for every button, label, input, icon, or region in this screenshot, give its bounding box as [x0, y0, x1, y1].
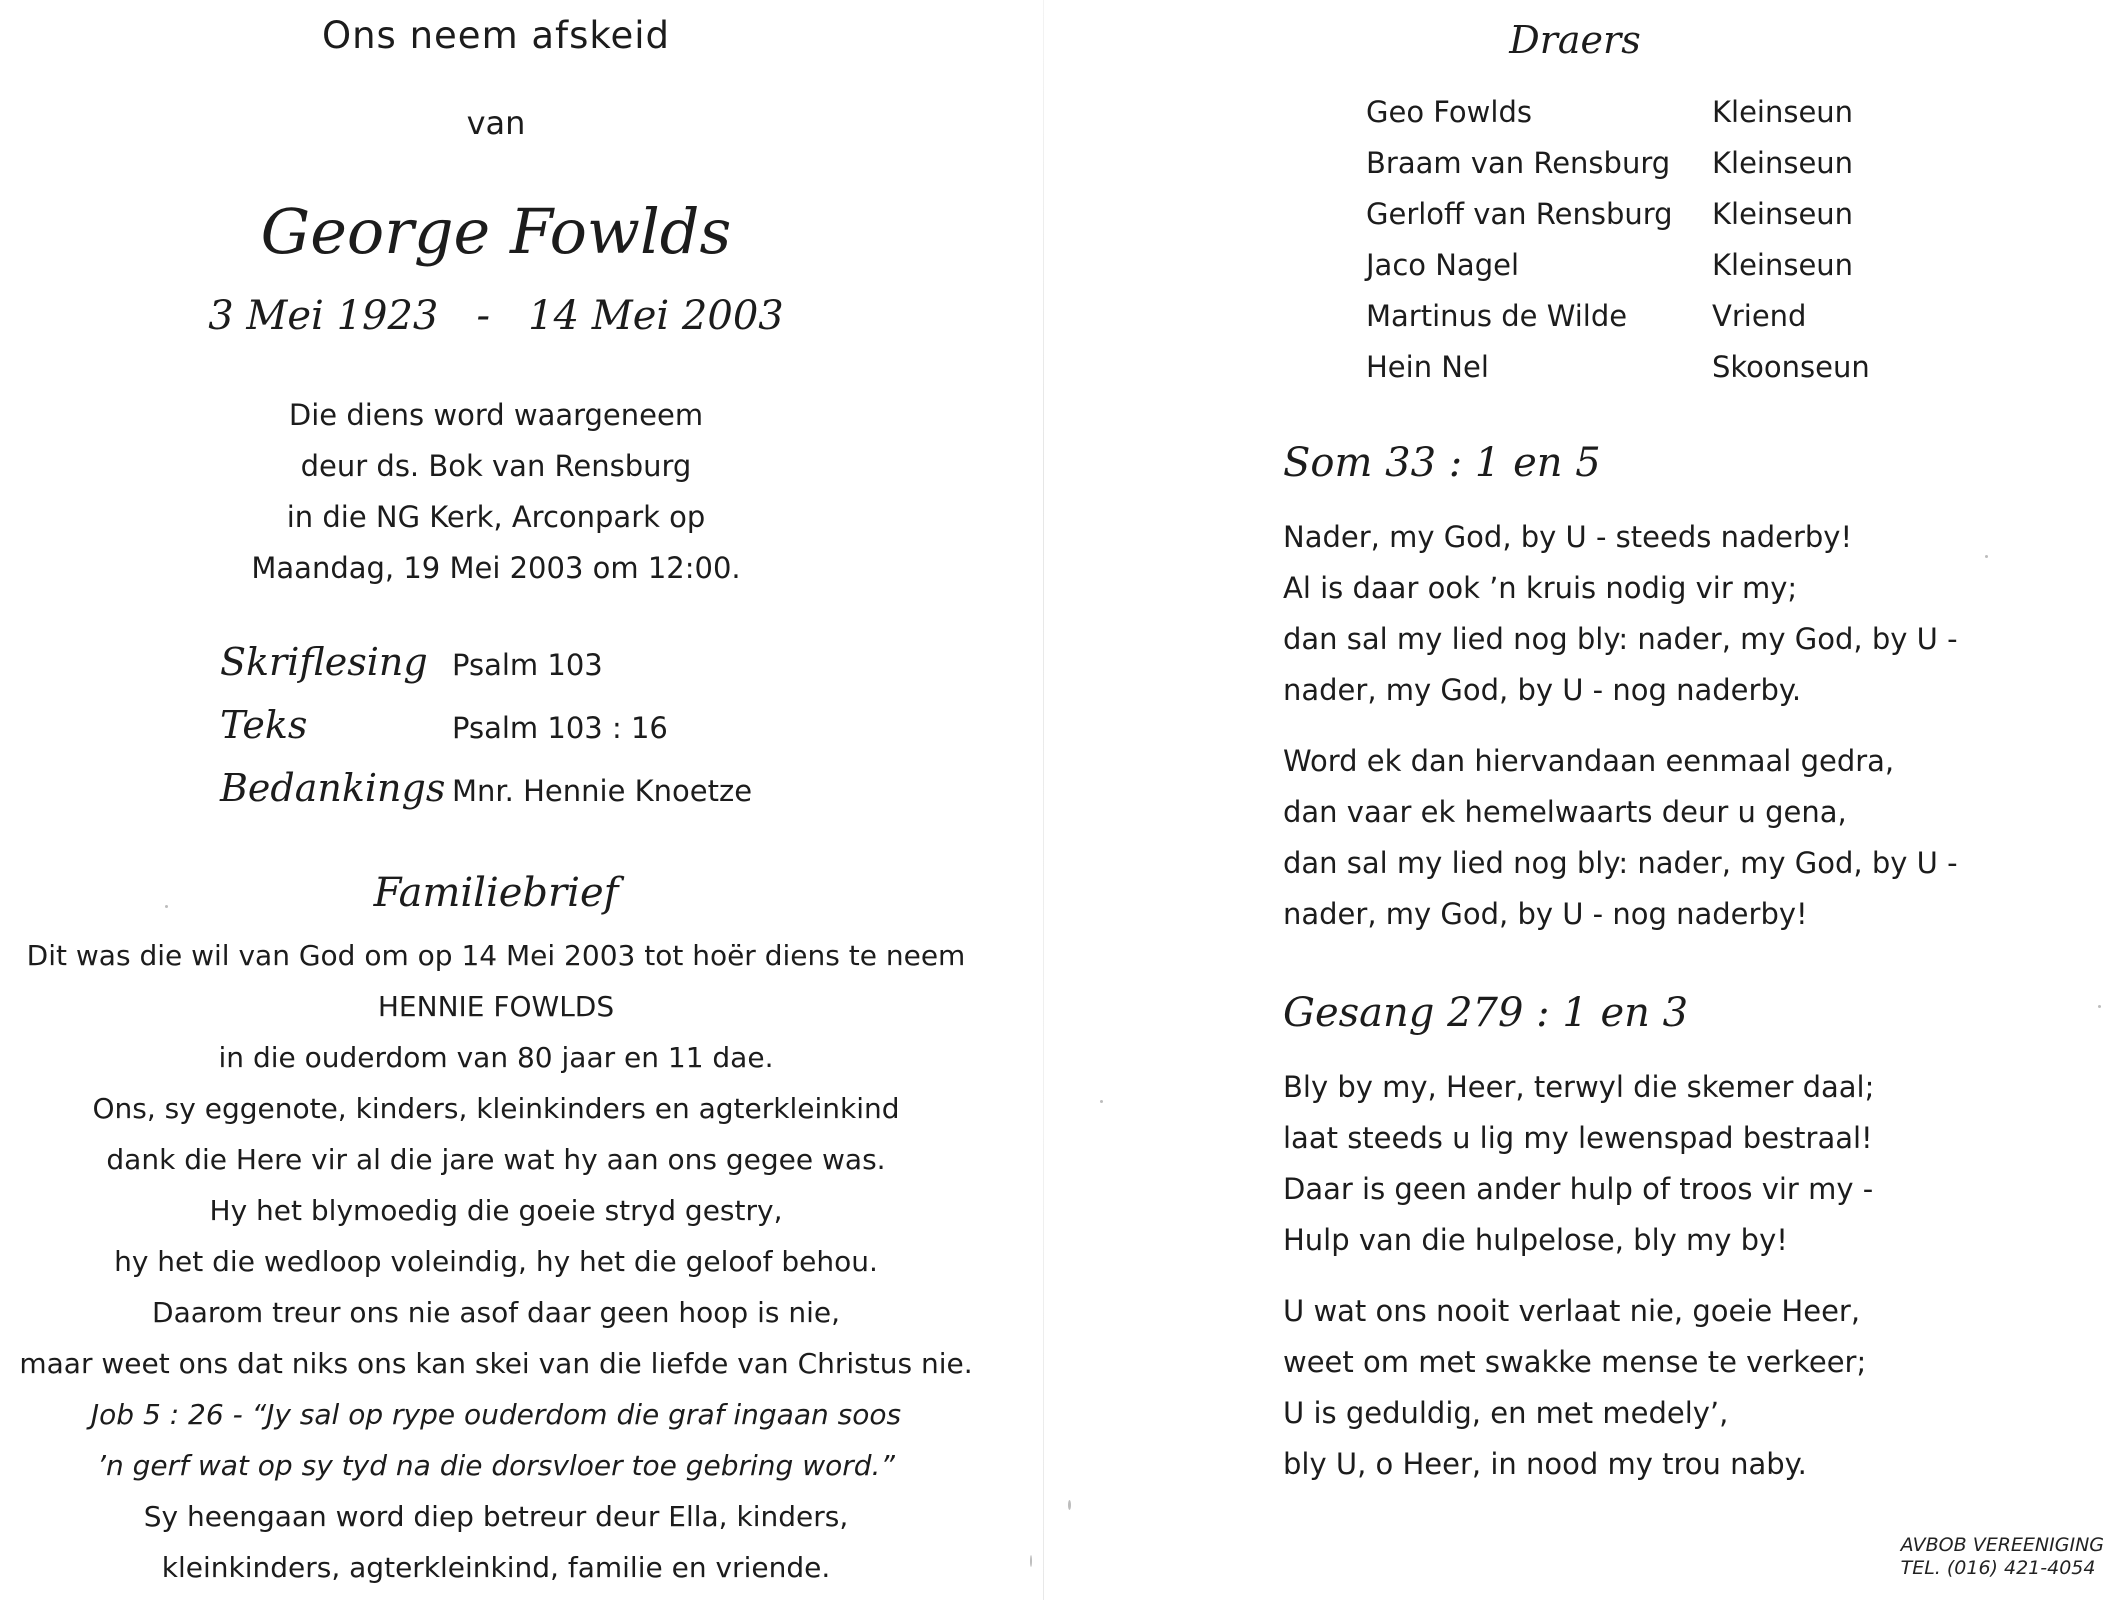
letter-line: HENNIE FOWLDS [377, 990, 615, 1023]
verse-line: Al is daar ook ’n kruis nodig vir my; [1283, 571, 1798, 605]
bearer-relation: Kleinseun [1712, 196, 1854, 231]
verse-line: nader, my God, by U - nog naderby! [1283, 897, 1808, 931]
verse-line: Daar is geen ander hulp of troos vir my - [1283, 1172, 1874, 1206]
scan-speck [1985, 555, 1988, 558]
letter-line: Ons, sy eggenote, kinders, kleinkinders en agterkleinkind [92, 1092, 900, 1125]
verse-line: dan sal my lied nog bly: nader, my God, by U - [1283, 846, 1958, 880]
footer-line: TEL. (016) 421-4054 [1900, 1557, 2096, 1579]
programme-row [220, 703, 920, 766]
bearer-row [1366, 239, 2066, 290]
closing-line: kleinkinders, agterkleinkind, familie en vriende. [161, 1551, 831, 1584]
hymn-2-title: Gesang 279 : 1 en 3 [1283, 990, 1689, 1036]
bearer-relation: Kleinseun [1712, 145, 1854, 180]
scan-speck [1100, 1100, 1103, 1103]
bearers-list [1366, 86, 2066, 392]
letter-line: Daarom treur ons nie asof daar geen hoop is nie, [152, 1296, 840, 1329]
verse-line: nader, my God, by U - nog naderby. [1283, 673, 1802, 707]
life-dates: 3 Mei 1923 - 14 Mei 2003 [208, 293, 784, 339]
bearer-row [1366, 188, 2066, 239]
service-line: in die NG Kerk, Arconpark op [286, 500, 706, 534]
programme-label: Bedankings [220, 766, 446, 810]
verse-line: laat steeds u lig my lewenspad bestraal! [1283, 1121, 1873, 1155]
verse-line: Hulp van die hulpelose, bly my by! [1283, 1223, 1788, 1257]
bearer-row [1366, 341, 2066, 392]
letter-line: in die ouderdom van 80 jaar en 11 dae. [218, 1041, 774, 1074]
programme [220, 640, 920, 829]
left-page [0, 0, 1000, 1600]
bearer-relation: Kleinseun [1712, 94, 1854, 129]
verse [1283, 1286, 2023, 1490]
bearers-title: Draers [1509, 18, 1641, 62]
programme-row [220, 766, 920, 829]
deceased-name: George Fowlds [260, 195, 732, 268]
letter-line: dank die Here vir al die jare wat hy aan ons gegee was. [106, 1143, 886, 1176]
verse-line: weet om met swakke mense te verkeer; [1283, 1345, 1867, 1379]
verse-line: dan sal my lied nog bly: nader, my God, by U - [1283, 622, 1958, 656]
verse-line: U is geduldig, en met medely’, [1283, 1396, 1729, 1430]
service-details [0, 390, 992, 594]
scripture-line: Job 5 : 26 - “Jy sal op rype ouderdom die graf ingaan soos [90, 1398, 902, 1431]
bearer-row [1366, 86, 2066, 137]
funeral-home-footer [1901, 1534, 2104, 1580]
bearer-name: Geo Fowlds [1366, 94, 1532, 129]
bearer-row [1366, 137, 2066, 188]
service-line: deur ds. Bok van Rensburg [300, 449, 692, 483]
verse-line: dan vaar ek hemelwaarts deur u gena, [1283, 795, 1847, 829]
bearer-relation: Kleinseun [1712, 247, 1854, 282]
programme-value: Mnr. Hennie Knoetze [452, 774, 753, 808]
hymn-2-verses [1283, 1062, 2023, 1510]
right-page [1260, 0, 2080, 1600]
intro-line-1: Ons neem afskeid [321, 14, 670, 57]
letter-line: Dit was die wil van God om op 14 Mei 2003 tot hoër diens te neem [26, 939, 966, 972]
letter-line: maar weet ons dat niks ons kan skei van die liefde van Christus nie. [19, 1347, 973, 1380]
closing-line: Sy heengaan word diep betreur deur Ella, kinders, [143, 1500, 849, 1533]
family-letter-title: Familiebrief [373, 870, 619, 916]
scan-speck [2098, 1005, 2101, 1008]
bearer-name: Gerloff van Rensburg [1366, 196, 1673, 231]
programme-value: Psalm 103 : 16 [452, 711, 668, 745]
bearer-row [1366, 290, 2066, 341]
verse [1283, 1062, 2023, 1266]
bearer-relation: Skoonseun [1712, 349, 1870, 384]
verse [1283, 512, 2023, 716]
footer-line: AVBOB VEREENIGING [1900, 1534, 2104, 1556]
bearer-name: Braam van Rensburg [1366, 145, 1671, 180]
programme-row [220, 640, 920, 703]
verse-line: Word ek dan hiervandaan eenmaal gedra, [1283, 744, 1895, 778]
scan-speck [165, 905, 168, 908]
programme-value: Psalm 103 [452, 648, 603, 682]
verse-line: U wat ons nooit verlaat nie, goeie Heer, [1283, 1294, 1861, 1328]
verse-line: bly U, o Heer, in nood my trou naby. [1283, 1447, 1807, 1481]
hymn-1-title: Som 33 : 1 en 5 [1283, 440, 1601, 486]
intro-line-2: van [466, 104, 526, 142]
service-line: Die diens word waargeneem [288, 398, 704, 432]
bearer-name: Hein Nel [1366, 349, 1489, 384]
letter-line: Hy het blymoedig die goeie stryd gestry, [209, 1194, 783, 1227]
family-letter [0, 930, 992, 1593]
center-fold [1043, 0, 1044, 1600]
scan-speck [1068, 1500, 1071, 1510]
letter-line: hy het die wedloop voleindig, hy het die geloof behou. [114, 1245, 878, 1278]
bearer-name: Martinus de Wilde [1366, 298, 1628, 333]
verse-line: Bly by my, Heer, terwyl die skemer daal; [1283, 1070, 1875, 1104]
programme-label: Skriflesing [220, 640, 428, 684]
scripture-line: ’n gerf wat op sy tyd na die dorsvloer toe gebring word.” [97, 1449, 895, 1482]
hymn-1-verses [1283, 512, 2023, 960]
service-line: Maandag, 19 Mei 2003 om 12:00. [251, 551, 741, 585]
bearer-name: Jaco Nagel [1366, 247, 1520, 282]
verse-line: Nader, my God, by U - steeds naderby! [1283, 520, 1853, 554]
programme-label: Teks [220, 703, 308, 747]
verse [1283, 736, 2023, 940]
bearer-relation: Vriend [1712, 298, 1807, 333]
scan-speck [1030, 1555, 1032, 1567]
